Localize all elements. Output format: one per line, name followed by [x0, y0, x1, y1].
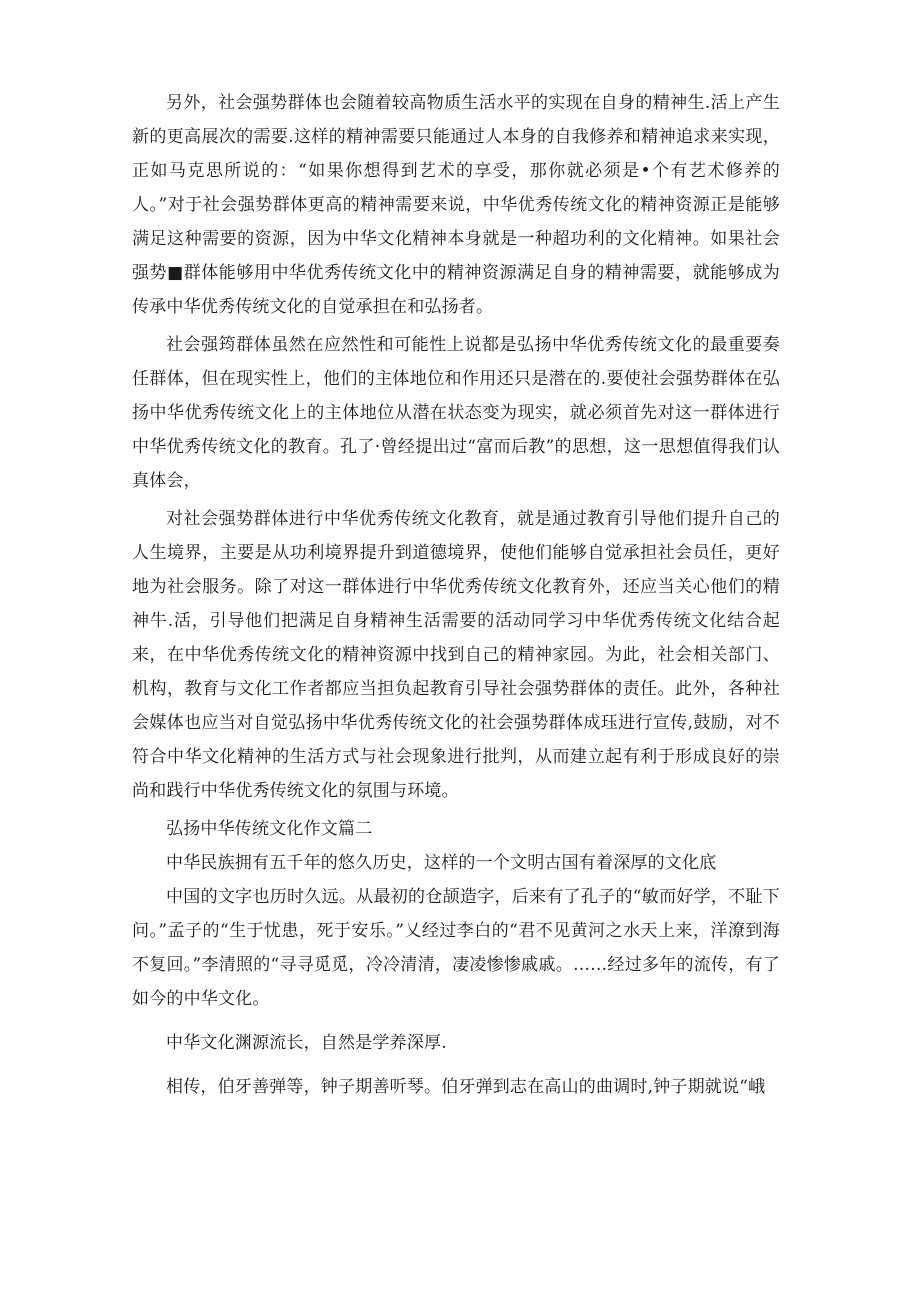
- section-heading-essay-two: 弘扬中华传统文化作文篇二: [166, 819, 373, 839]
- paragraph-history-intro: 中华民族拥有五千年的悠久历史，这样的一个文明古国有着深厚的文化底: [166, 853, 717, 873]
- paragraph-chinese-characters: 中国的文字也历时久远。从最初的仓颉造字，后来有了孔子的“敏而好学，不耻下问。”孟子的“生于忧患，死于安乐。”乂经过李白的“君不见黄河之水天上来，洋潦到海不复回。”李清照的“寻寻觅觅，冷冷清清，凄凌惨惨戚戚。……经过多年的流传，有了如今的中华文化。: [132, 887, 780, 1009]
- paragraph-boya-ziqi: 相传，伯牙善弹等，钟子期善听琴。伯牙弹到志在高山的曲调时,钟子期就说“峨: [166, 1077, 766, 1097]
- paragraph-social-elite-education: 社会强筠群体虽然在应然性和可能性上说都是弘扬中华优秀传统文化的最重要奏任群体，但在现实性上，他们的主体地位和作用还只是潜在的.要使社会强势群体在弘扬中华优秀传统文化上的主体地位从潜在状态变为现实，就必须首先对这一群体进行中华优秀传统文化的教育。孔了·曾经提出过“富而后教”的思想，这一思想值得我们认真体会，: [132, 335, 780, 491]
- paragraph-culture-origins: 中华文化渊源流长，自然是学养深厚.: [166, 1033, 447, 1053]
- paragraph-social-elite-spiritual-needs: 另外，社会强势群体也会随着较高物质生活水平的实现在自身的精神生.活上产生新的更高展次的需要.这样的精神需要只能通过人本身的自我修养和精神追求来实现，正如马克思所说的：“如果你想得到艺术的享受，那你就必须是•个有艺术修养的人。”对于社会强势群体更高的精神需要来说，中华优秀传统文化的精神资源正是能够满足这种需要的资源，因为中华文化精神本身就是一种超功利的文化精神。如果社会强势■群体能够用中华优秀传统文化中的精神资源满足自身的精神需要，就能够成为传承中华优秀传统文化的自觉承担在和弘扬者。: [132, 93, 780, 317]
- paragraph-education-methods: 对社会强势群体进行中华优秀传统文化教育，就是通过教育引导他们提升自己的人生境界，主要是从功利境界提升到道德境界，使他们能够自觉承担社会员任，更好地为社会服务。除了对这一群体进行中华优秀传统文化教育外，还应当关心他们的精神牛.活，引导他们把满足自身精神生活需要的活动同学习中华优秀传统文化结合起来，在中华优秀传统文化的精神资源中找到自己的精神家园。为此，社会相关部门、机构，教育与文化工作者都应当担负起教育引导社会强势群体的责任。此外，各种社会媒体也应当对自觉弘扬中华优秀传统文化的社会强势群体成珏进行宣传,鼓励，对不符合中华文化精神的生活方式与社会现象进行批判，从而建立起有利于形成良好的崇尚和践行中华优秀传统文化的氛围与环境。: [132, 509, 780, 801]
- document-body: [132, 86, 780, 1104]
